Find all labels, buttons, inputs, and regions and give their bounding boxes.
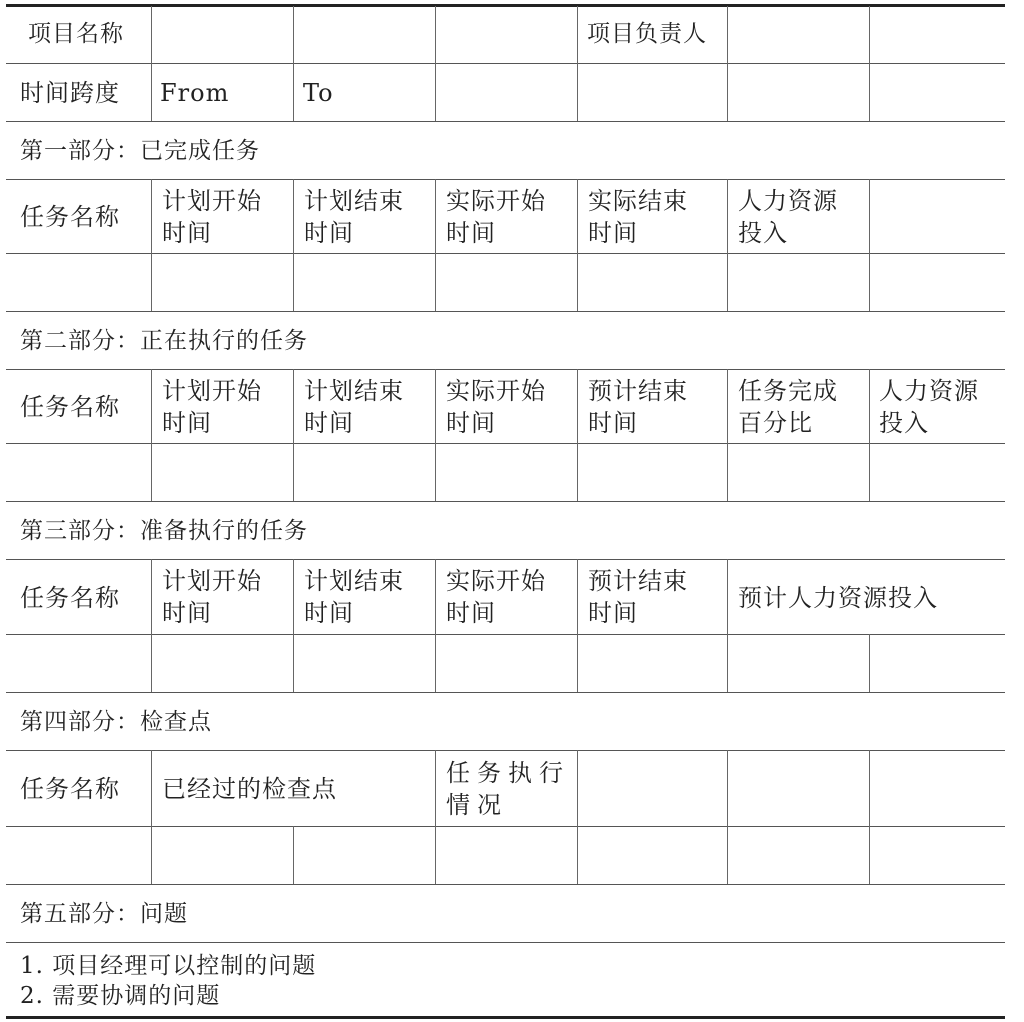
time-span-label: 时间跨度 <box>20 79 120 107</box>
col-divider <box>727 369 728 501</box>
col-divider <box>727 559 728 692</box>
row-divider <box>6 750 1005 751</box>
column-header: 人力资源投入 <box>879 377 979 437</box>
col-divider <box>577 179 578 311</box>
row-divider <box>6 443 1005 444</box>
column-header: 预计人力资源投入 <box>738 584 938 612</box>
col-divider <box>727 6 728 121</box>
project-name-label: 项目名称 <box>28 21 124 47</box>
section-title: 第一部分：已完成任务 <box>20 138 260 164</box>
project-lead-label: 项目负责人 <box>587 21 707 47</box>
column-header: 实际开始时间 <box>446 567 546 627</box>
issue-item: 2. 需要协调的问题 <box>20 983 221 1009</box>
col-divider <box>577 369 578 501</box>
row-divider <box>6 634 1005 635</box>
column-header: 计划开始时间 <box>162 187 262 247</box>
col-divider <box>577 559 578 692</box>
column-header: 预计结束时间 <box>588 567 688 627</box>
col-divider <box>577 6 578 121</box>
col-divider <box>435 750 436 884</box>
col-divider <box>869 369 870 501</box>
section-title: 第二部分：正在执行的任务 <box>20 328 308 354</box>
col-divider <box>293 369 294 501</box>
row-divider <box>6 692 1005 693</box>
col-divider <box>151 750 152 884</box>
column-header: 计划开始时间 <box>162 567 262 627</box>
column-header: 人力资源投入 <box>738 187 838 247</box>
col-divider <box>869 179 870 311</box>
column-header: 实际开始时间 <box>446 187 546 247</box>
column-header: 已经过的检查点 <box>162 775 337 803</box>
column-header: 任务执行情况 <box>446 759 570 819</box>
col-divider <box>435 179 436 311</box>
column-header: 计划开始时间 <box>162 377 262 437</box>
section-title: 第三部分：准备执行的任务 <box>20 518 308 544</box>
col-divider <box>293 826 294 884</box>
col-divider <box>869 634 870 692</box>
column-header: 计划结束时间 <box>304 567 404 627</box>
issue-item: 1. 项目经理可以控制的问题 <box>20 953 317 979</box>
to-label: To <box>303 79 334 107</box>
column-header: 预计结束时间 <box>588 377 688 437</box>
row-divider <box>6 942 1005 943</box>
row-divider <box>6 501 1005 502</box>
col-divider <box>869 750 870 884</box>
col-divider <box>293 6 294 121</box>
row-divider <box>6 559 1005 560</box>
col-divider <box>151 559 152 692</box>
col-divider <box>435 6 436 121</box>
row-divider <box>6 121 1005 122</box>
top-border <box>6 4 1005 7</box>
col-divider <box>151 179 152 311</box>
column-header: 任务名称 <box>20 775 120 803</box>
row-divider <box>6 884 1005 885</box>
col-divider <box>293 559 294 692</box>
row-divider <box>6 311 1005 312</box>
column-header: 实际开始时间 <box>446 377 546 437</box>
column-header: 计划结束时间 <box>304 187 404 247</box>
row-divider <box>6 826 1005 827</box>
col-divider <box>151 369 152 501</box>
section-title: 第五部分：问题 <box>20 901 188 927</box>
column-header: 任务名称 <box>20 393 120 421</box>
column-header: 任务名称 <box>20 203 120 231</box>
col-divider <box>293 179 294 311</box>
row-divider <box>6 369 1005 370</box>
column-header: 任务名称 <box>20 584 120 612</box>
column-header: 实际结束时间 <box>588 187 688 247</box>
row-divider <box>6 179 1005 180</box>
col-divider <box>577 750 578 884</box>
row-divider <box>6 253 1005 254</box>
column-header: 任务完成百分比 <box>738 377 838 437</box>
row-divider <box>6 63 1005 64</box>
from-label: From <box>160 79 230 107</box>
col-divider <box>727 750 728 884</box>
col-divider <box>435 369 436 501</box>
section-title: 第四部分：检查点 <box>20 709 212 735</box>
col-divider <box>727 179 728 311</box>
col-divider <box>435 559 436 692</box>
col-divider <box>151 6 152 121</box>
column-header: 计划结束时间 <box>304 377 404 437</box>
bottom-border <box>6 1016 1005 1019</box>
col-divider <box>869 6 870 121</box>
